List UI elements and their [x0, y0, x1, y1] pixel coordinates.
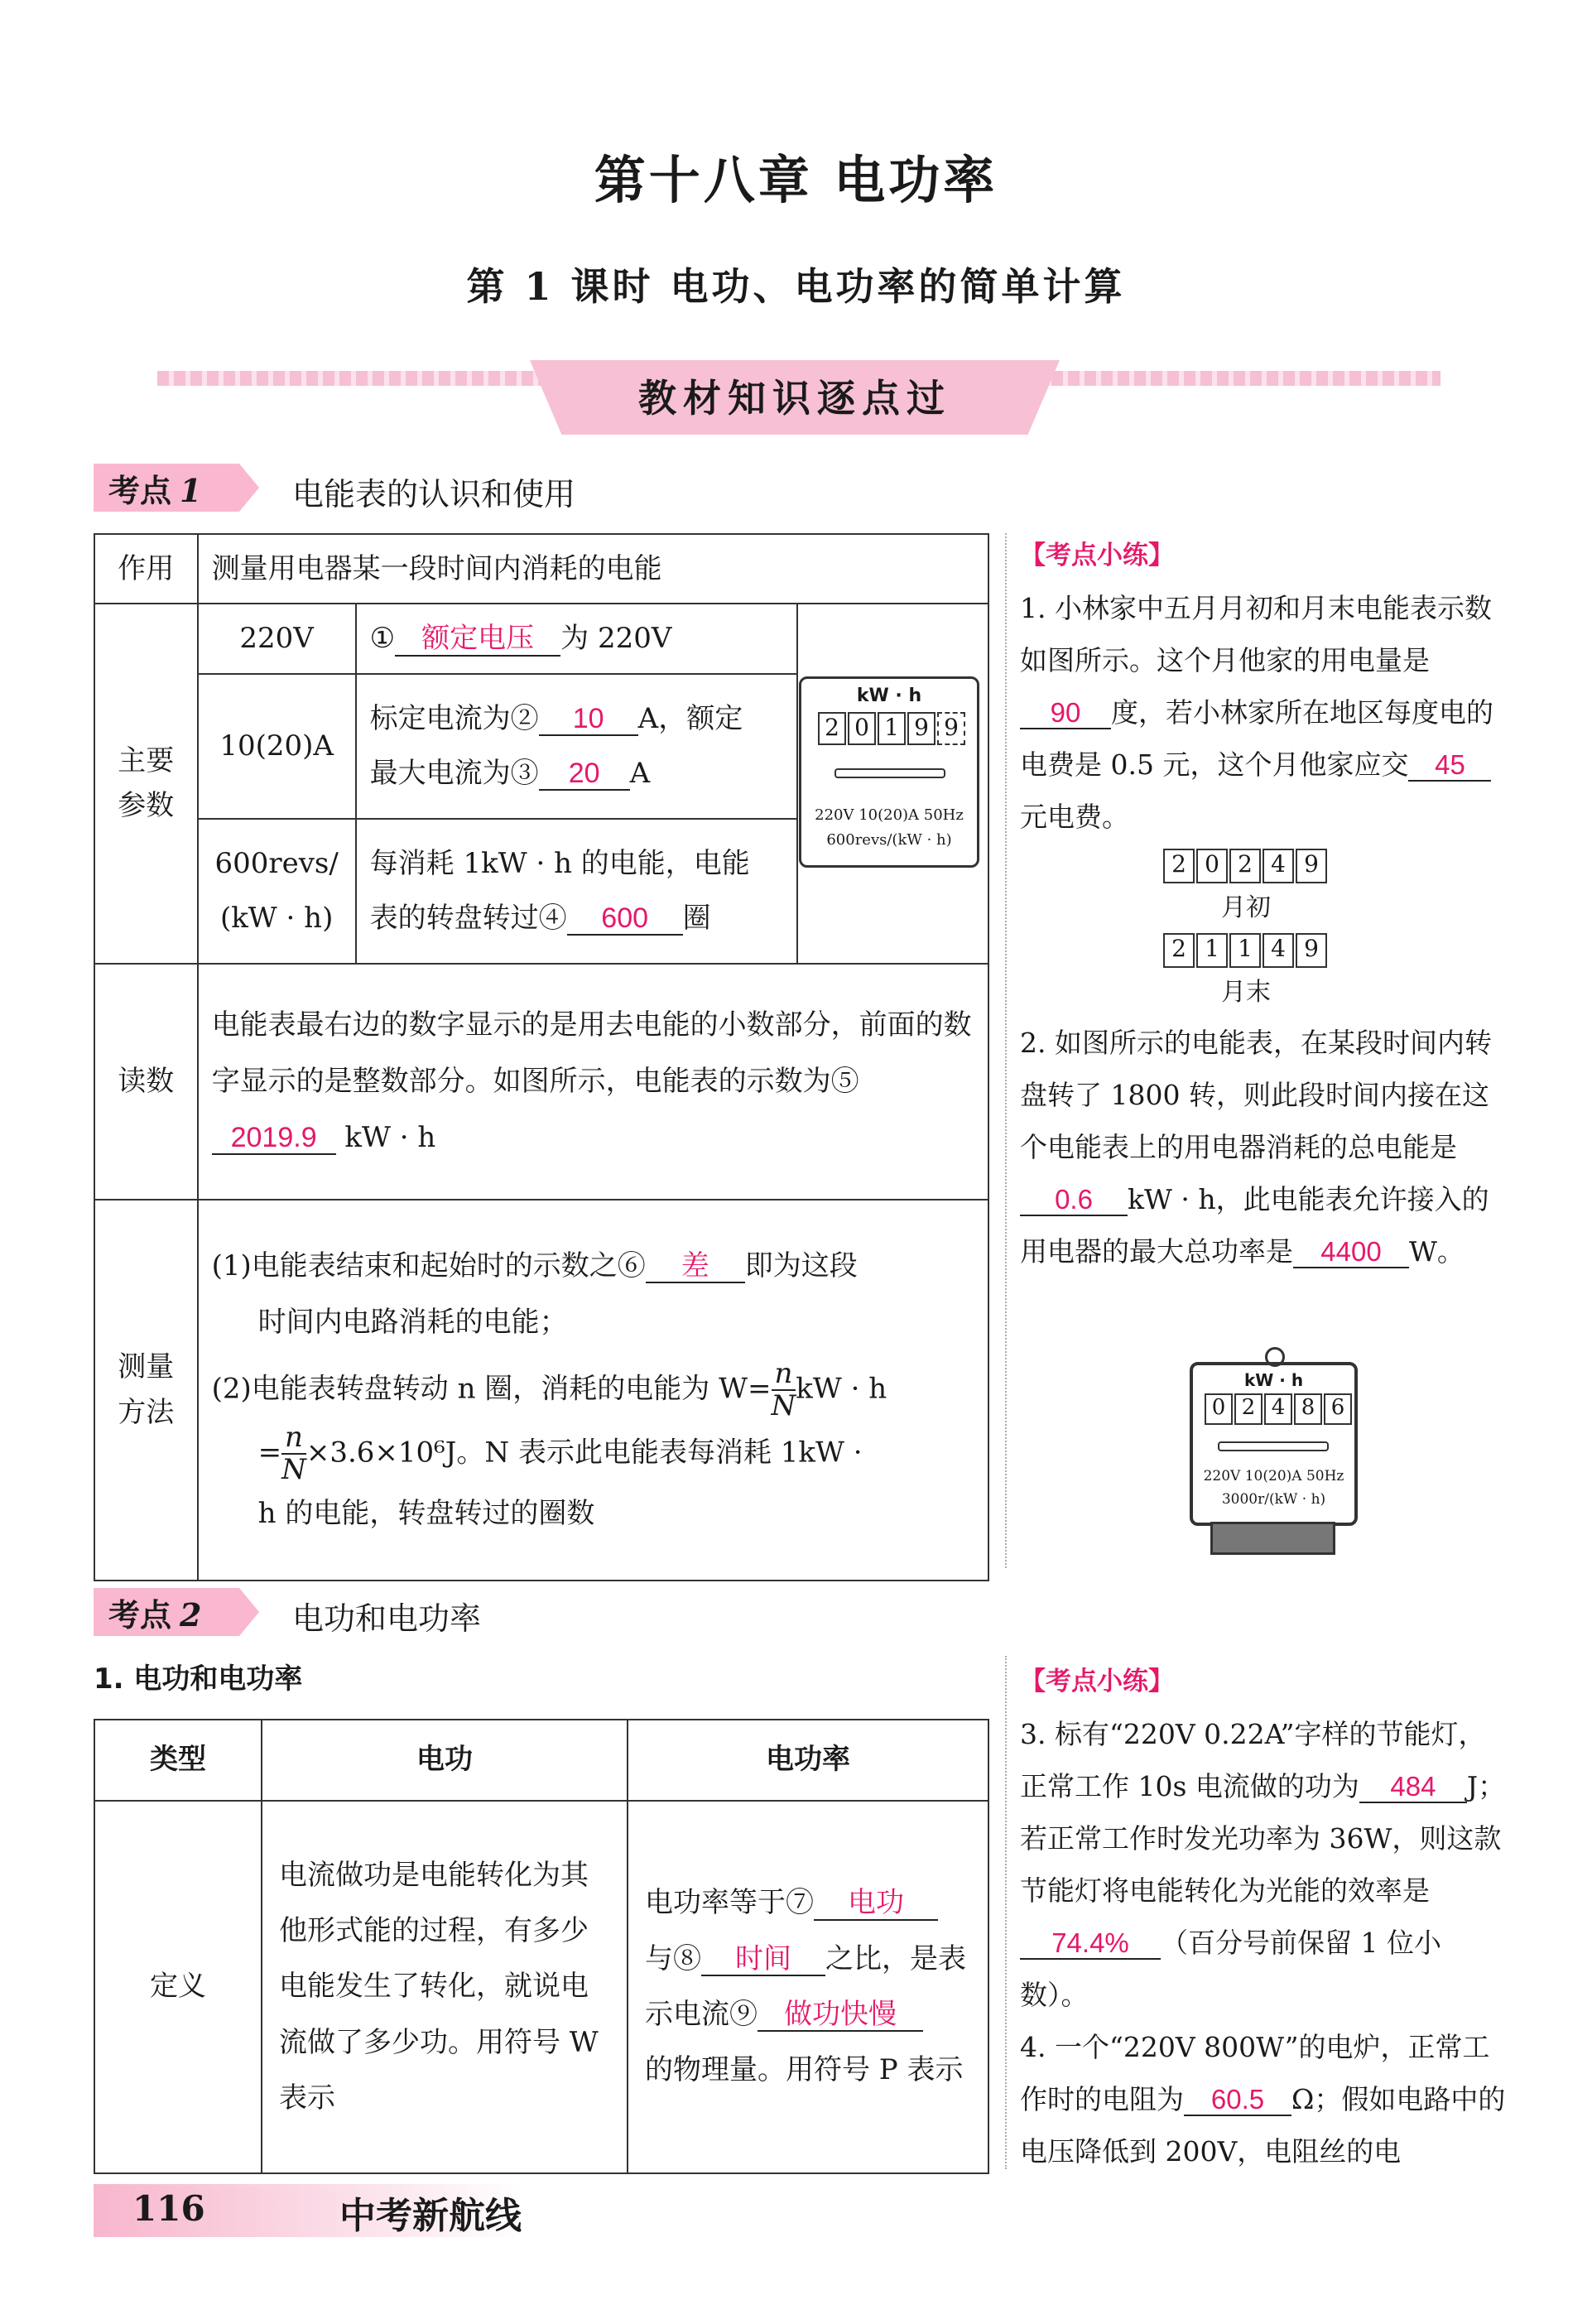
q3-answer-2[interactable]: 74.4%: [1020, 1928, 1161, 1960]
param-current: 标定电流为② 10 A，额定 最大电流为③ 20 A: [356, 674, 798, 819]
terminal-box-icon: [1210, 1522, 1335, 1555]
fraction-n-over-N: $\frac{n}{N}$: [771, 1356, 796, 1423]
meter-unit: kW · h: [856, 686, 922, 706]
practice-header: 【考点小练】: [1020, 541, 1174, 570]
param-label-current: 10(20)A: [198, 674, 356, 819]
question-2: 2. 如图所示的电能表，在某段时间内转盘转了 1800 转，则此段时间内接在这个电能表上的用电器消耗的总电能是0.6 kW · h，此电能表允许接入的用电器的最大总功率是 4400 W。: [1020, 1027, 1492, 1268]
chapter-title: 第十八章 电功率: [594, 150, 998, 210]
reading-text: 电能表最右边的数字显示的是用去电能的小数部分，前面的数字显示的是整数部分。如图所示，电能表的示数为⑤2019.9 kW · h: [198, 964, 988, 1200]
row-head-method: 测量方法: [94, 1200, 198, 1581]
answer-blank-3[interactable]: 20: [539, 758, 630, 791]
meter-unit: kW · h: [1243, 1370, 1304, 1390]
q2-answer-2[interactable]: 4400: [1293, 1237, 1409, 1268]
meter-digits: 2 0 1 9 9: [818, 712, 967, 745]
answer-blank-7[interactable]: 电功: [814, 1888, 938, 1920]
practice-header: 【考点小练】: [1020, 1667, 1174, 1696]
q1-answer-2[interactable]: 45: [1408, 750, 1491, 782]
row-head-definition: 定义: [94, 1801, 262, 2173]
col-head-type: 类型: [94, 1720, 262, 1801]
param-voltage: ① 额定电压 为 220V: [356, 604, 798, 673]
power-definition: 电功率等于⑦ 电功 与⑧ 时间 之比，是表 示电流⑨ 做功快慢 的物理量。用符号 P 表示: [628, 1801, 988, 2173]
use-text: 测量用电器某一段时间内消耗的电能: [198, 534, 988, 604]
section-tag-1: [94, 464, 839, 512]
answer-blank-4[interactable]: 600: [567, 903, 683, 936]
answer-blank-8[interactable]: 时间: [701, 1944, 825, 1976]
row-head-use: 作用: [94, 534, 198, 604]
section-title: 电功和电功率: [292, 1600, 482, 1637]
electric-meter-2: [1190, 1362, 1358, 1526]
banner-title: 教材知识逐点过: [638, 376, 951, 421]
question-1: 1. 小林家中五月月初和月末电能表示数如图所示。这个月他家的用电量是90 度，若小林家所在地区每度电的电费是 0.5 元，这个月他家应交 45元电费。: [1020, 592, 1493, 833]
answer-blank-9[interactable]: 做功快慢: [758, 1999, 923, 2032]
col-head-power: 电功率: [628, 1720, 988, 1801]
param-label-voltage: 220V: [198, 604, 356, 673]
practice-block-1: [1020, 530, 1508, 843]
answer-blank-2[interactable]: 10: [539, 704, 638, 736]
q4-answer-1[interactable]: 60.5: [1184, 2085, 1291, 2116]
rotor-disc-icon: [1218, 1441, 1329, 1451]
series-logo: 中考新航线: [339, 2195, 522, 2237]
page-number: 116: [132, 2188, 205, 2229]
tag-label: 考点 1: [108, 471, 202, 509]
param-label-revs: 600revs/ (kW · h): [198, 819, 356, 964]
rotor-disc-icon: [834, 768, 945, 778]
question-3: 3. 标有“220V 0.22A”字样的节能灯，正常工作 10s 电流做的功为 484 J；若正常工作时发光功率为 36W，则这款节能灯将电能转化为光能的效率是74.4% （百分号前保留 1 位小数）。: [1020, 1718, 1506, 2011]
electric-meter-1: [799, 676, 979, 868]
meter-specs: 220V 10(20)A 50Hz 3000r/(kW · h): [1203, 1468, 1344, 1508]
question-4: 4. 一个“220V 800W”的电炉，正常工作时的电阻为 60.5 Ω；假如电路中的电压降低到 200V，电阻丝的电: [1020, 2031, 1506, 2168]
row-head-reading: 读数: [94, 964, 198, 1200]
practice-block-2: [1020, 1656, 1508, 2177]
answer-blank-6[interactable]: 差: [646, 1251, 745, 1283]
subheading: 1. 电功和电功率: [94, 1662, 303, 1696]
start-meter-display: 2 0 2 4 9 月初: [1163, 849, 1329, 923]
section-title: 电能表的认识和使用: [292, 476, 576, 512]
end-meter-display: 2 1 1 4 9 月末: [1163, 933, 1329, 1008]
column-divider: [1005, 533, 1007, 1568]
hanger-icon: [1265, 1347, 1285, 1367]
column-divider-2: [1005, 1656, 1007, 2169]
work-power-table: [94, 1719, 989, 2174]
lesson-title: 第 1 课时 电功、电功率的简单计算: [466, 264, 1126, 309]
q3-answer-1[interactable]: 484: [1359, 1772, 1467, 1803]
tag-label: 考点 2: [108, 1595, 202, 1634]
q2-answer-1[interactable]: 0.6: [1020, 1185, 1128, 1216]
meter-digits: 0 2 4 8 6: [1205, 1393, 1354, 1425]
param-revs: 每消耗 1kW · h 的电能，电能 表的转盘转过④ 600 圈: [356, 819, 798, 964]
section-tag-2: [94, 1588, 839, 1636]
answer-blank-5[interactable]: 2019.9: [212, 1123, 336, 1155]
row-head-params: 主要参数: [94, 604, 198, 963]
q1-answer-1[interactable]: 90: [1020, 698, 1111, 729]
fraction-n-over-N-2: $\frac{n}{N}$: [281, 1420, 306, 1486]
method-text: (1)电能表结束和起始时的示数之⑥ 差 即为这段 时间内电路消耗的电能； (2)电能表转盘转动 n 圈，消耗的电能为 W= $\frac{n}{N}$ kW · h = $\frac{n}{N}$ ×3.6×10⁶J。N 表示此电能表每消耗 1kW · h 的电能，转盘转过的圈数: [198, 1200, 988, 1581]
work-definition: 电流做功是电能转化为其他形式能的过程，有多少电能发生了转化，就说电流做了多少功。用符号 W 表示: [262, 1801, 628, 2173]
meter-specs: 220V 10(20)A 50Hz 600revs/(kW · h): [815, 806, 964, 849]
col-head-work: 电功: [262, 1720, 628, 1801]
answer-blank-1[interactable]: 额定电压: [395, 623, 560, 656]
